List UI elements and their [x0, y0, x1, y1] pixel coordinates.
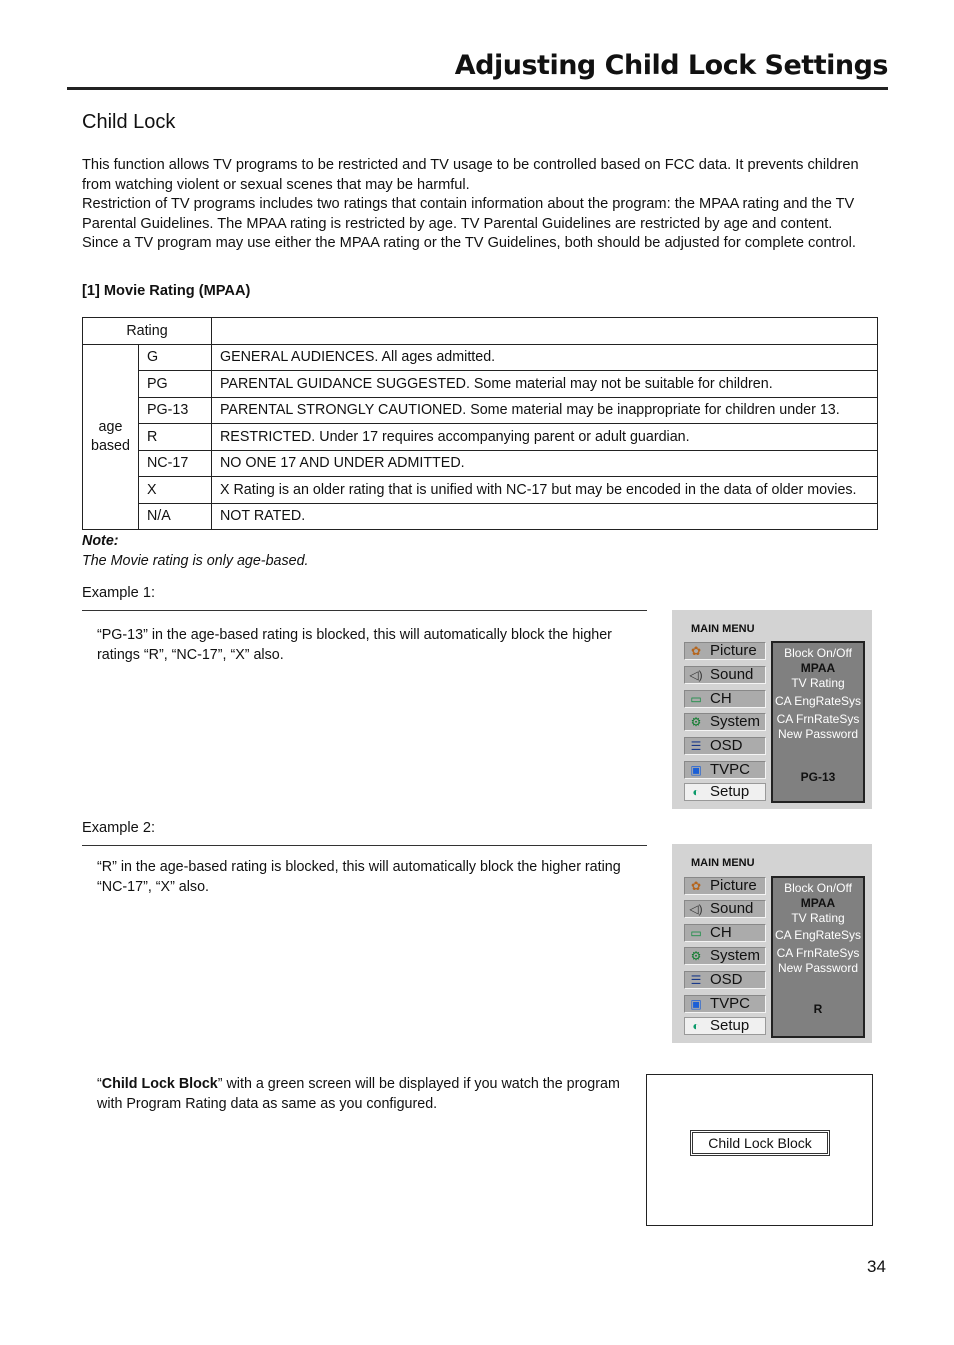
table-row — [83, 450, 878, 477]
rating-code: PG — [138, 371, 211, 398]
submenu-box — [771, 641, 865, 803]
monitor-icon: ▣ — [690, 997, 702, 1011]
table-row — [83, 503, 878, 530]
menu-item-system[interactable] — [684, 713, 766, 731]
monitor-icon: ▣ — [690, 763, 702, 777]
example1-label: Example 1: — [82, 585, 156, 601]
rating-description: PARENTAL GUIDANCE SUGGESTED. Some material may not be suitable for children. — [211, 371, 877, 398]
menu-item-label: CH — [710, 924, 732, 941]
menu-item-label: OSD — [710, 737, 743, 754]
table-header-row — [83, 318, 878, 345]
setup-icon: ◐ — [692, 1019, 700, 1033]
rating-code: NC-17 — [138, 450, 211, 477]
menu-item-system[interactable] — [684, 947, 766, 965]
intro-paragraph: This function allows TV programs to be restricted and TV usage to be controlled based on FCC data. It prevents children from watching violent or sexual scenes that may be harmful. — [82, 157, 859, 193]
menu-item-ch[interactable] — [684, 690, 766, 708]
submenu-item[interactable]: CA EngRateSys — [774, 694, 862, 708]
submenu-item[interactable]: New Password — [777, 727, 859, 741]
submenu-item-selected[interactable]: MPAA — [800, 896, 836, 910]
note-text: The Movie rating is only age-based. — [82, 553, 309, 569]
rating-description: GENERAL AUDIENCES. All ages admitted. — [211, 344, 877, 371]
child-lock-block-text — [97, 1075, 637, 1114]
rating-code: R — [138, 424, 211, 451]
rating-description: X Rating is an older rating that is unified with NC-17 but may be encoded in the data of older movies. — [211, 477, 877, 504]
menu-item-label: Picture — [710, 642, 757, 659]
movie-rating-heading: [1] Movie Rating (MPAA) — [82, 283, 251, 299]
movie-rating-table — [82, 317, 878, 530]
menu-title: MAIN MENU — [691, 623, 755, 635]
child-lock-block-screen — [646, 1074, 873, 1226]
speaker-icon: ◁) — [689, 902, 703, 916]
rating-description: NO ONE 17 AND UNDER ADMITTED. — [211, 450, 877, 477]
submenu-item-selected[interactable]: MPAA — [800, 661, 836, 675]
intro-text — [82, 156, 882, 254]
rating-code: G — [138, 344, 211, 371]
menu-item-label: Setup — [710, 1017, 750, 1034]
rating-column-header: Rating — [83, 318, 212, 345]
example2-rule — [82, 845, 647, 846]
menu-item-tvpc[interactable] — [684, 995, 766, 1013]
menu-item-label: TVPC — [710, 995, 751, 1012]
picture-icon: ✿ — [690, 879, 702, 893]
submenu-item[interactable]: TV Rating — [791, 676, 845, 690]
submenu-item[interactable]: CA FrnRateSys — [776, 946, 860, 960]
menu-item-label: System — [710, 947, 761, 964]
rating-code: PG-13 — [138, 397, 211, 424]
tv-icon: ▭ — [690, 692, 702, 706]
menu-item-label: Sound — [710, 900, 754, 917]
rating-description: RESTRICTED. Under 17 requires accompanying parent or adult guardian. — [211, 424, 877, 451]
menu-item-osd[interactable] — [684, 971, 766, 989]
submenu-item[interactable]: CA EngRateSys — [774, 928, 862, 942]
page-number: 34 — [867, 1257, 886, 1276]
menu-item-osd[interactable] — [684, 737, 766, 755]
rating-description: NOT RATED. — [211, 503, 877, 530]
list-icon: ☰ — [690, 739, 702, 753]
menu-item-setup[interactable] — [684, 783, 766, 801]
menu-item-tvpc[interactable] — [684, 761, 766, 779]
menu-item-setup[interactable] — [684, 1017, 766, 1035]
setup-icon: ◐ — [692, 785, 700, 799]
table-row — [83, 344, 878, 371]
example1-text: “PG-13” in the age-based rating is blocked, this will automatically block the higher ratings “R”, “NC-17”, “X” also. — [97, 627, 612, 663]
intro-paragraph: Restriction of TV programs includes two ratings that contain information about the program: the MPAA rating and the TV Parental Guidelines. The MPAA rating is restricted by age. TV Parental Guidelines are restricted by age and content. — [82, 196, 855, 232]
menu-item-label: Picture — [710, 877, 757, 894]
example1-menu-screen — [672, 610, 872, 809]
speaker-icon: ◁) — [689, 668, 703, 682]
table-row — [83, 397, 878, 424]
submenu-item[interactable]: TV Rating — [791, 911, 845, 925]
age-based-label: age based — [83, 344, 139, 530]
menu-item-picture[interactable] — [684, 877, 766, 895]
page-title: Adjusting Child Lock Settings — [454, 50, 888, 81]
menu-item-sound[interactable] — [684, 900, 766, 918]
submenu-value: PG-13 — [800, 770, 836, 784]
note-label: Note: — [82, 533, 119, 549]
menu-item-ch[interactable] — [684, 924, 766, 942]
example2-menu-screen — [672, 844, 872, 1043]
submenu-item[interactable]: Block On/Off — [784, 646, 852, 660]
child-lock-block-description: ” with a green screen will be displayed if you watch the program with Program Rating data as same as you configured. — [97, 1076, 620, 1112]
menu-item-label: OSD — [710, 971, 743, 988]
submenu-item[interactable]: CA FrnRateSys — [776, 712, 860, 726]
tv-icon: ▭ — [690, 926, 702, 940]
section-heading: Child Lock — [82, 111, 176, 133]
description-column-header — [211, 318, 877, 345]
intro-paragraph: Since a TV program may use either the MPAA rating or the TV Guidelines, both should be adjusted for complete control. — [82, 235, 856, 251]
menu-item-picture[interactable] — [684, 642, 766, 660]
table-row — [83, 424, 878, 451]
menu-item-label: TVPC — [710, 761, 751, 778]
rating-description: PARENTAL STRONGLY CAUTIONED. Some material may be inappropriate for children under 13. — [211, 397, 877, 424]
example2-text: “R” in the age-based rating is blocked, this will automatically block the higher rating “NC-17”, “X” also. — [97, 859, 621, 895]
gear-icon: ⚙ — [690, 715, 702, 729]
table-row — [83, 477, 878, 504]
menu-item-label: CH — [710, 690, 732, 707]
child-lock-block-term: Child Lock Block — [101, 1076, 218, 1092]
quote-open: “ — [97, 1076, 102, 1092]
rating-code: N/A — [138, 503, 211, 530]
menu-item-label: System — [710, 713, 761, 730]
rating-code: X — [138, 477, 211, 504]
title-rule — [67, 87, 888, 90]
table-row — [83, 371, 878, 398]
child-lock-block-badge: Child Lock Block — [690, 1130, 830, 1156]
picture-icon: ✿ — [690, 644, 702, 658]
list-icon: ☰ — [690, 973, 702, 987]
menu-item-sound[interactable] — [684, 666, 766, 684]
example2-label: Example 2: — [82, 820, 156, 836]
example1-rule — [82, 610, 647, 611]
submenu-box — [771, 876, 865, 1038]
submenu-item[interactable]: New Password — [777, 961, 859, 975]
gear-icon: ⚙ — [690, 949, 702, 963]
menu-item-label: Setup — [710, 783, 750, 800]
submenu-item[interactable]: Block On/Off — [784, 881, 852, 895]
submenu-value: R — [813, 1002, 823, 1016]
menu-title: MAIN MENU — [691, 857, 755, 869]
menu-item-label: Sound — [710, 666, 754, 683]
